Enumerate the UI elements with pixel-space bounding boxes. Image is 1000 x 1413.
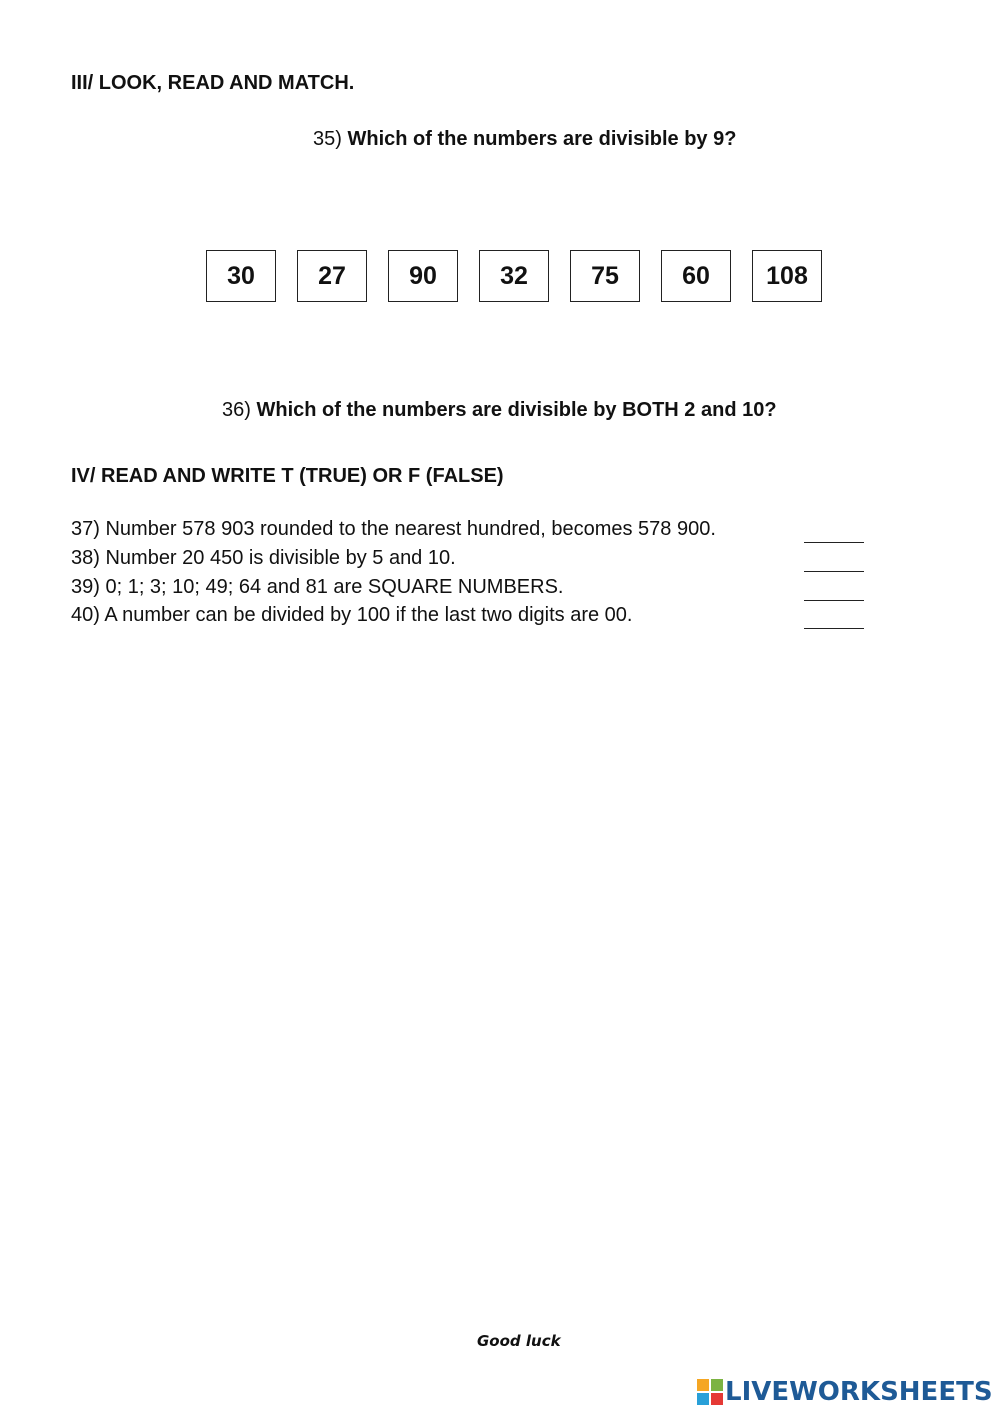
- number-box[interactable]: 108: [752, 250, 822, 302]
- number-box[interactable]: 60: [661, 250, 731, 302]
- tf-item: [71, 604, 871, 633]
- liveworksheets-logo[interactable]: [697, 1377, 993, 1407]
- footer-text: Good luck: [477, 1332, 561, 1350]
- question-35-number: 35): [313, 128, 342, 150]
- tf-item: [71, 576, 871, 605]
- tf-statement: 40) A number can be divided by 100 if the last two digits are 00.: [71, 604, 633, 626]
- number-box[interactable]: 32: [479, 250, 549, 302]
- tf-statement: 39) 0; 1; 3; 10; 49; 64 and 81 are SQUARE NUMBERS.: [71, 576, 564, 598]
- section-4-heading: IV/ READ AND WRITE T (TRUE) OR F (FALSE): [71, 465, 504, 487]
- answer-blank[interactable]: [804, 547, 864, 572]
- question-35-text: Which of the numbers are divisible by 9?: [347, 128, 737, 150]
- question-35: [313, 128, 736, 151]
- tf-item: [71, 547, 871, 576]
- tf-statement: 38) Number 20 450 is divisible by 5 and 10.: [71, 547, 456, 569]
- tf-item: [71, 518, 871, 547]
- question-36-text: Which of the numbers are divisible by BOTH 2 and 10?: [256, 399, 777, 421]
- number-box[interactable]: 30: [206, 250, 276, 302]
- brand-name: LIVEWORKSHEETS: [725, 1377, 993, 1407]
- number-box[interactable]: 75: [570, 250, 640, 302]
- liveworksheets-logo-icon: [697, 1379, 723, 1405]
- question-36: [222, 399, 777, 422]
- answer-blank[interactable]: [804, 518, 864, 543]
- answer-blank[interactable]: [804, 604, 864, 629]
- answer-blank[interactable]: [804, 576, 864, 601]
- number-options: [206, 250, 822, 302]
- number-box[interactable]: 27: [297, 250, 367, 302]
- section-3-heading: III/ LOOK, READ AND MATCH.: [71, 72, 355, 94]
- tf-statement: 37) Number 578 903 rounded to the nearest hundred, becomes 578 900.: [71, 518, 716, 540]
- question-36-number: 36): [222, 399, 251, 421]
- number-box[interactable]: 90: [388, 250, 458, 302]
